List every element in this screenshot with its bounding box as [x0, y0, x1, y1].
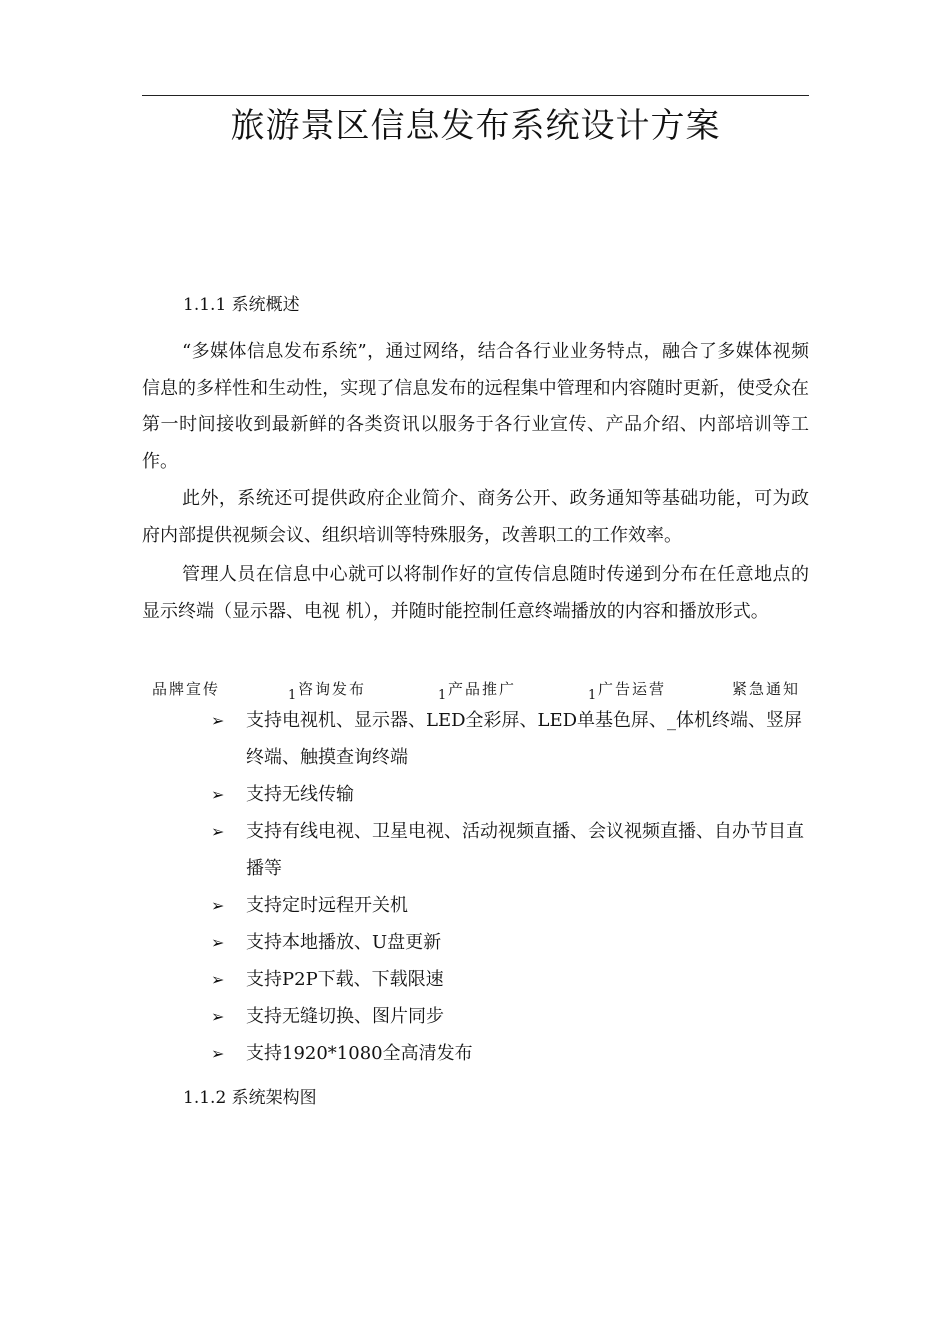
feature-text: 支持电视机、显示器、LED全彩屏、LED单基色屏、_体机终端、竖屏终端、触摸查询终端 — [246, 710, 803, 768]
category-marker: 1 — [588, 688, 599, 703]
category-marker: 1 — [438, 688, 449, 703]
arrow-bullet-icon: ➢ — [211, 1007, 225, 1026]
arrow-bullet-icon: ➢ — [211, 1044, 225, 1063]
list-item — [205, 887, 815, 924]
paragraph-intro: “多媒体信息发布系统”，通过网络，结合各行业业务特点，融合了多媒体视频信息的多样性和生动性，实现了信息发布的远程集中管理和内容随时更新，使受众在第一时间接收到最新鲜的各类资讯以服务于各行业宣传、产品介绍、内部培训等工作。 — [142, 341, 809, 472]
header-rule — [142, 95, 809, 96]
feature-text: 支持有线电视、卫星电视、活动视频直播、会议视频直播、自办节目直播等 — [246, 821, 804, 879]
category-brand: 品牌宣传 — [152, 680, 221, 698]
feature-text: 支持本地播放、U盘更新 — [246, 932, 442, 953]
category-promotion: 产品推广 — [448, 680, 517, 698]
section-heading-overview: 1.1.1 系统概述 — [183, 295, 300, 315]
feature-list — [205, 702, 815, 1072]
list-item — [205, 813, 815, 887]
arrow-bullet-icon: ➢ — [211, 822, 225, 841]
category-consult: 咨询发布 — [298, 680, 367, 698]
document-title: 旅游景区信息发布系统设计方案 — [230, 106, 721, 146]
category-marker: 1 — [288, 688, 299, 703]
feature-text: 支持1920*1080全高清发布 — [246, 1043, 473, 1064]
list-item — [205, 998, 815, 1035]
arrow-bullet-icon: ➢ — [211, 711, 225, 730]
arrow-bullet-icon: ➢ — [211, 896, 225, 915]
list-item — [205, 702, 815, 776]
feature-text: 支持定时远程开关机 — [246, 895, 408, 916]
arrow-bullet-icon: ➢ — [211, 970, 225, 989]
feature-text: 支持无缝切换、图片同步 — [246, 1006, 444, 1027]
arrow-bullet-icon: ➢ — [211, 785, 225, 804]
paragraph-extra: 此外，系统还可提供政府企业简介、商务公开、政务通知等基础功能，可为政府内部提供视频会议、组织培训等特殊服务，改善职工的工作效率。 — [142, 488, 809, 546]
list-item — [205, 924, 815, 961]
section-heading-architecture: 1.1.2 系统架构图 — [183, 1088, 317, 1108]
list-item — [205, 1035, 815, 1072]
category-emergency: 紧急通知 — [732, 680, 801, 698]
list-item — [205, 961, 815, 998]
feature-text: 支持无线传输 — [246, 784, 354, 805]
list-item — [205, 776, 815, 813]
paragraph-management: 管理人员在信息中心就可以将制作好的宣传信息随时传递到分布在任意地点的显示终端（显示器、电视 机），并随时能控制任意终端播放的内容和播放形式。 — [142, 564, 809, 622]
arrow-bullet-icon: ➢ — [211, 933, 225, 952]
feature-text: 支持P2P下载、下载限速 — [246, 969, 444, 990]
category-advertising: 广告运营 — [598, 680, 667, 698]
